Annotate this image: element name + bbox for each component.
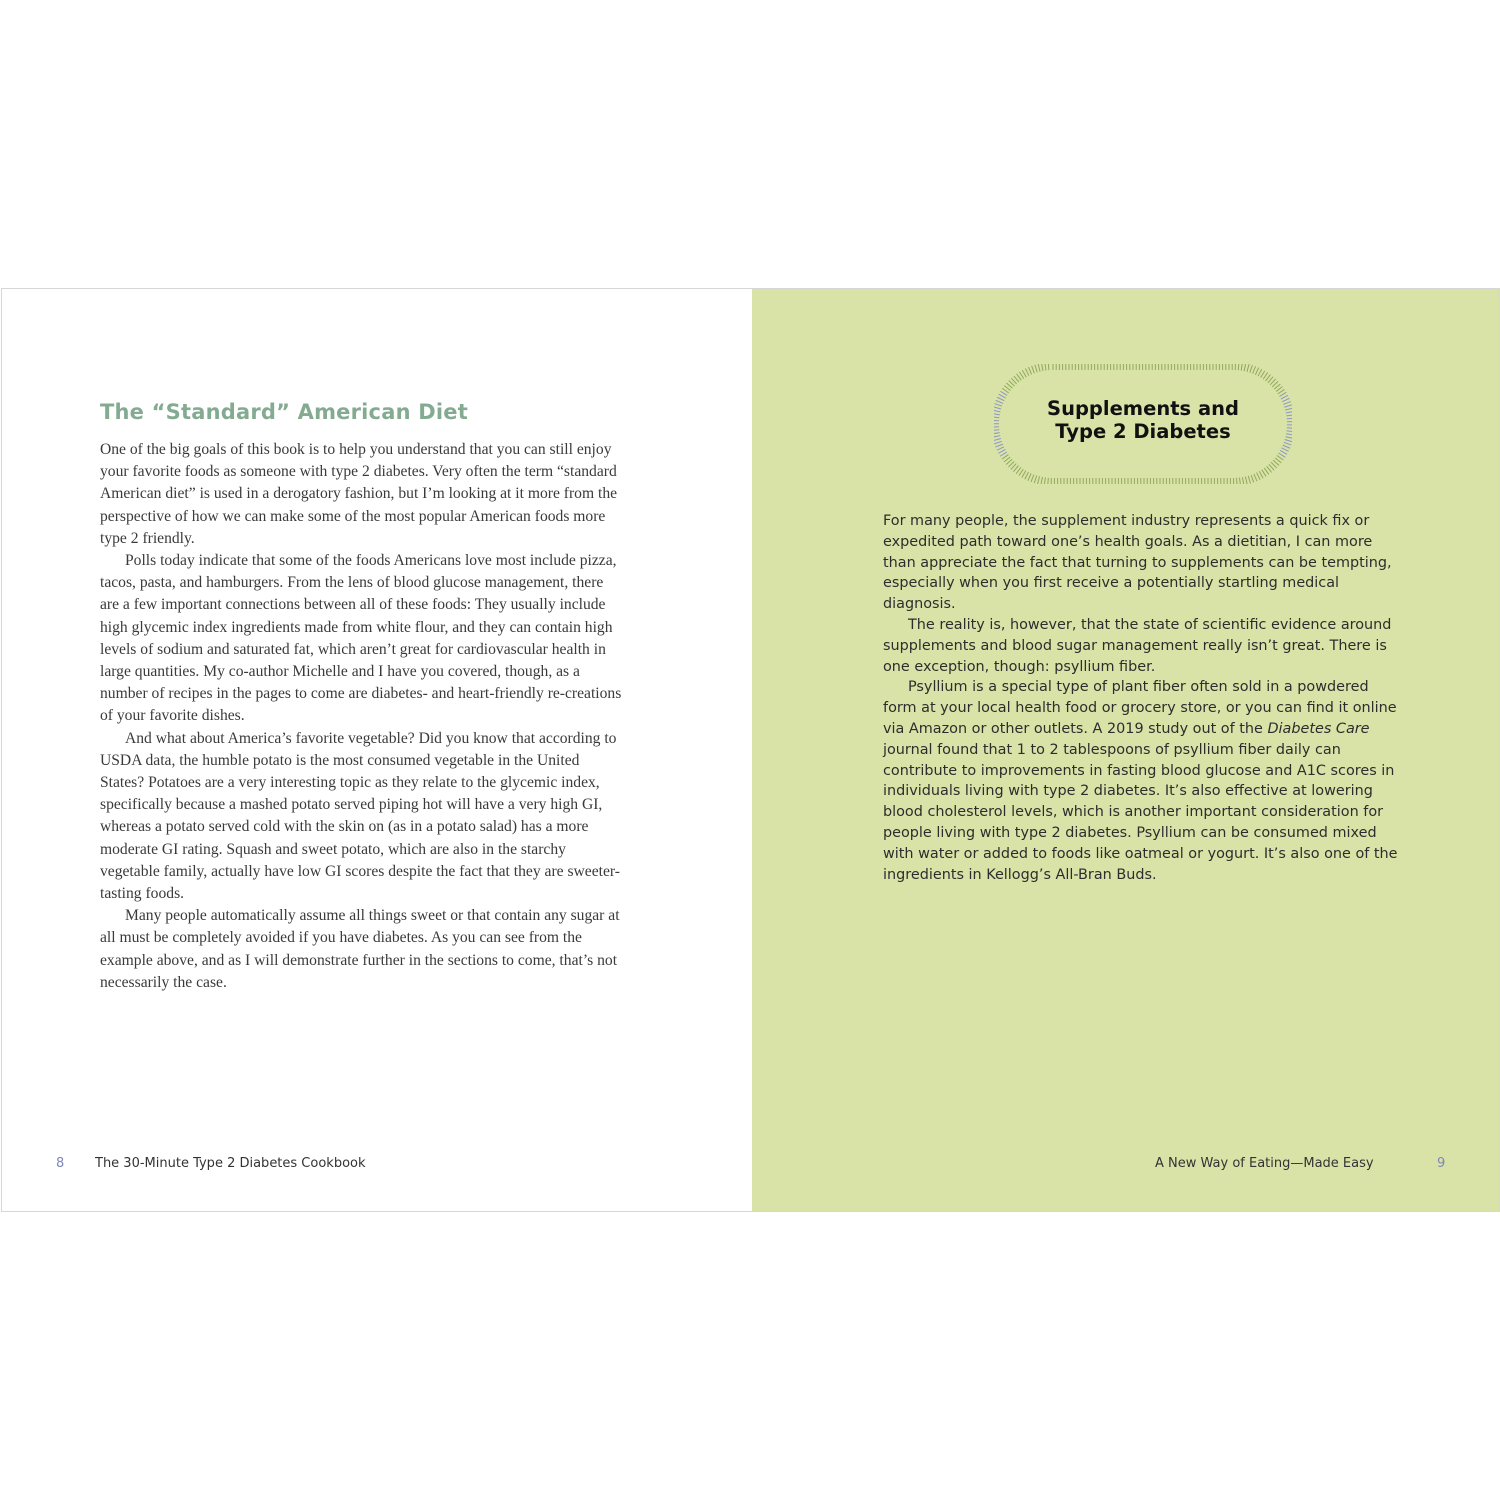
left-running-title: The 30-Minute Type 2 Diabetes Cookbook [95,1156,366,1171]
left-paragraph-3: And what about America’s favorite vegetable? Did you know that according to USDA data, the humble potato is the most consumed vegetable in the United States? Potatoes are a very interesting topic as they relate to the glycemic index, specifically because a mashed potato served piping hot will have a very high GI, whereas a potato served cold with the skin on (as in a potato salad) has a more moderate GI rating. Squash and sweet potato, which are also in the starchy vegetable family, actually have low GI scores despite the fact that they are sweeter-tasting foods. [100,729,620,903]
badge-tick [1035,365,1037,373]
sidebar-badge [994,364,1292,484]
badge-tick [1248,476,1250,484]
badge-tick [1283,445,1290,448]
right-running-title: A New Way of Eating—Made Easy [1155,1156,1374,1171]
badge-tick [1041,477,1043,484]
badge-tick [1028,473,1031,480]
left-paragraph-4: Many people automatically assume all things sweet or that contain any sugar at all must be completely avoided if you have diabetes. As you can see from the example above, and as I will demonstrate further in the sections to come, that’s not necessarily the case. [100,907,620,991]
badge-tick [1240,478,1241,484]
badge-tick [1278,389,1285,393]
badge-tick [1031,475,1034,482]
badge-tick [1019,372,1023,379]
left-paragraph-1: One of the big goals of this book is to help you understand that you can still enjoy your favorite foods as someone with type 2 diabetes. Very often the term “standard American diet” is used in a derogatory fashion, but I’m looking at it more from the perspective of how we can make some of the most popular American foods more type 2 friendly. [100,441,618,547]
badge-tick [998,449,1005,453]
badge-tick [1038,364,1040,372]
badge-tick [1279,392,1286,396]
right-page-number: 9 [1437,1156,1446,1171]
badge-tick [1022,471,1026,478]
right-paragraph-3-part-1: Psyllium is a special type of plant fiber often sold in a powdered form at your local health food or grocery store, or you can find it online via Amazon or other outlets. A 2019 study out of the [883,679,1397,737]
left-page-body [100,439,622,994]
badge-tick [1250,365,1252,373]
badge-tick [1042,364,1043,371]
left-page-number: 8 [56,1156,65,1171]
left-page-heading: The “Standard” American Diet [100,400,468,424]
badge-title-line-2: Type 2 Diabetes [1055,420,1231,443]
badge-tick [1048,478,1049,484]
badge-tick [1251,475,1254,483]
badge-tick [1279,453,1286,457]
journal-name: Diabetes Care [1267,720,1370,737]
badge-title [994,397,1292,443]
badge-tick [1261,371,1265,378]
badge-tick [1244,364,1246,371]
badge-tick [995,444,1002,447]
badge-tick [1259,471,1263,478]
badge-tick [1019,469,1023,476]
badge-tick [1022,370,1026,377]
badge-tick [1025,472,1029,479]
left-paragraph-2: Polls today indicate that some of the foods Americans love most include pizza, tacos, pasta, and hamburgers. From the lens of blood glucose management, there are a few important connections between all of these foods: They usually include high glycemic index ingredients made from white flour, and they can contain high levels of sodium and saturated fat, which aren’t great for cardiovascular health in large quantities. My co-author Michelle and I have you covered, though, as a number of recipes in the pages to come are diabetes- and heart-friendly re-creations of your favorite dishes. [100,552,622,725]
badge-tick [997,447,1004,450]
badge-tick [1262,470,1266,477]
badge-tick [1242,477,1243,484]
badge-tick [1253,366,1256,373]
badge-tick [1000,391,1007,395]
badge-tick [1263,373,1267,380]
badge-tick [1025,369,1029,376]
badge-tick [1000,452,1007,456]
right-paragraph-1: For many people, the supplement industry represents a quick fix or expedited path toward one’s health goals. As a dietitian, I can more than appreciate the fact that turning to supplements can be tempting, especially when you first receive a potentially startling medical diagnosis. [883,513,1392,613]
badge-tick [1238,364,1239,370]
badge-title-line-1: Supplements and [1047,397,1239,420]
badge-tick [1032,366,1035,374]
badge-tick [1002,388,1009,393]
badge-tick [1257,473,1261,480]
badge-tick [1255,368,1258,375]
badge-tick [1241,364,1242,371]
badge-tick [1002,455,1009,460]
badge-tick [1045,364,1046,370]
badge-tick [1264,468,1269,475]
right-page [752,289,1499,1211]
badge-tick [1034,475,1036,483]
badge-tick [1280,450,1287,454]
badge-tick [1038,476,1040,484]
badge-tick [1245,477,1247,484]
badge-tick [1048,364,1049,370]
book-spread [1,288,1500,1212]
right-paragraph-2: The reality is, however, that the state of scientific evidence around supplements and blood sugar management really isn’t great. There is one exception, though: psyllium fiber. [883,616,1392,675]
badge-tick [1281,448,1288,452]
badge-tick [1044,477,1045,484]
right-page-body [883,511,1403,885]
right-paragraph-3 [883,677,1403,885]
badge-tick [1247,364,1249,372]
right-paragraph-3-part-2: journal found that 1 to 2 tablespoons of psyllium fiber daily can contribute to improvements in fasting blood glucose and A1C scores in individuals living with type 2 diabetes. It’s also effective at lowering blood cholesterol levels, which is another important consideration for people living with type 2 diabetes. Psyllium can be consumed mixed with water or added to foods like oatmeal or yogurt. It’s also one of the ingredients in Kellogg’s All-Bran Buds. [883,741,1398,883]
badge-tick [1254,474,1257,481]
badge-tick [1277,455,1284,460]
badge-tick [1258,369,1262,376]
badge-tick [1028,367,1031,374]
badge-tick [1237,478,1238,484]
